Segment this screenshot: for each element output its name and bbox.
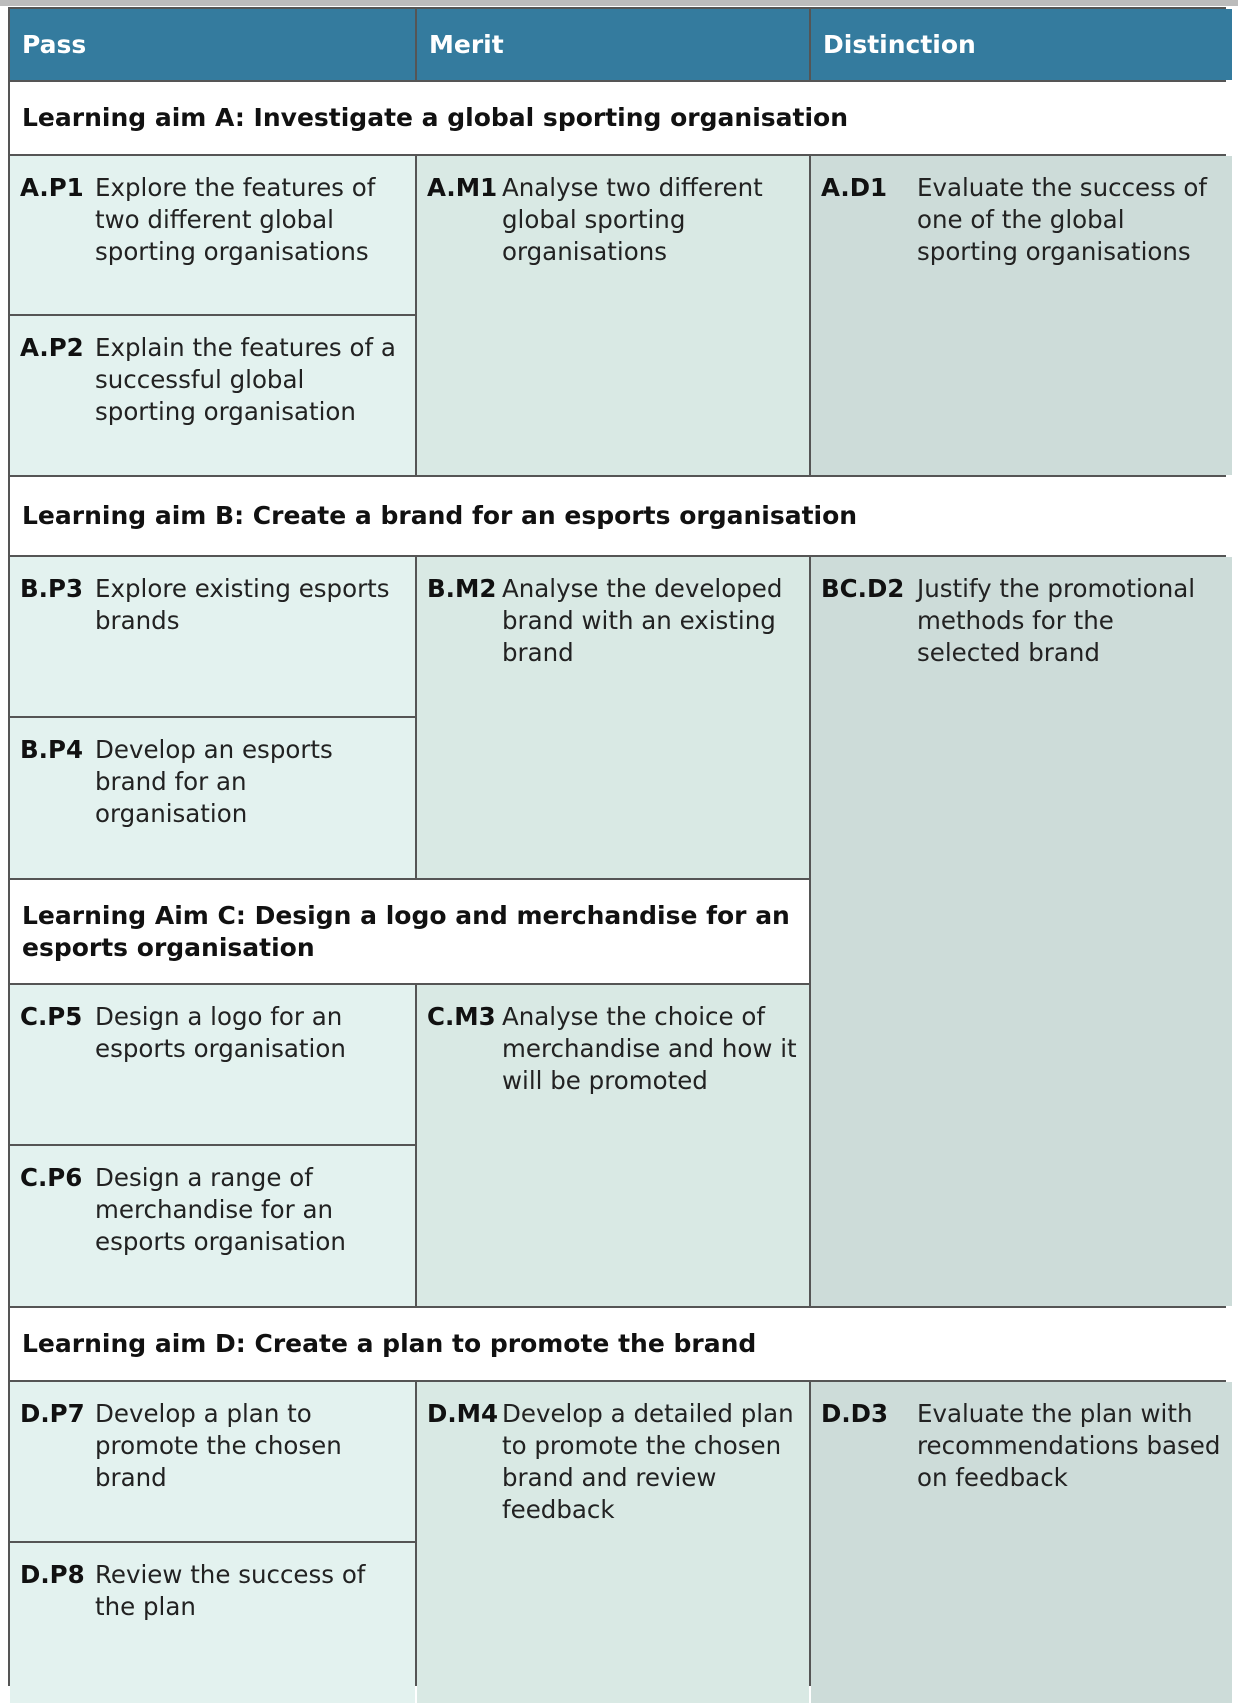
criterion-ap2	[10, 316, 415, 475]
criterion-text: Explore existing esports brands	[95, 574, 390, 635]
criterion-code: D.P7	[20, 1399, 85, 1428]
criterion-cm3	[417, 985, 809, 1306]
criterion-text: Design a logo for an esports organisation	[95, 1002, 346, 1063]
header-merit: Merit	[417, 9, 809, 80]
criterion-code: D.P8	[20, 1560, 85, 1589]
criterion-code: C.P5	[20, 1002, 83, 1031]
criterion-code: C.M3	[427, 1002, 496, 1031]
criterion-text: Explain the features of a successful global sporting organisation	[95, 333, 396, 426]
criterion-text: Review the success of the plan	[95, 1560, 366, 1621]
criterion-text: Develop a plan to promote the chosen brand	[95, 1399, 342, 1492]
criterion-code: A.M1	[427, 173, 498, 202]
criterion-code: B.P3	[20, 574, 83, 603]
criterion-cp5	[10, 985, 415, 1144]
criterion-bcd2	[811, 557, 1232, 1306]
criterion-ad1	[811, 156, 1232, 475]
criterion-text: Justify the promotional methods for the selected brand	[917, 574, 1196, 667]
criterion-text: Design a range of merchandise for an esports organisation	[95, 1163, 346, 1256]
criterion-text: Develop an esports brand for an organisation	[95, 735, 333, 828]
header-distinction: Distinction	[811, 9, 1232, 80]
criterion-code: D.D3	[821, 1399, 889, 1428]
criterion-code: A.D1	[821, 173, 888, 202]
criterion-code: B.M2	[427, 574, 497, 603]
criterion-bp3	[10, 557, 415, 716]
criterion-bm2	[417, 557, 809, 878]
header-pass: Pass	[10, 9, 415, 80]
criterion-code: BC.D2	[821, 574, 905, 603]
learning-aim-c: Learning Aim C: Design a logo and merchandise for an esports organisation	[10, 880, 809, 983]
criterion-text: Analyse the developed brand with an existing brand	[502, 574, 783, 667]
criterion-text: Explore the features of two different global sporting organisations	[95, 173, 376, 266]
criterion-code: D.M4	[427, 1399, 499, 1428]
criterion-cp6	[10, 1146, 415, 1306]
criterion-dd3	[811, 1382, 1232, 1703]
top-border	[0, 0, 1238, 6]
learning-aim-d: Learning aim D: Create a plan to promote the brand	[10, 1308, 1232, 1380]
criterion-dm4	[417, 1382, 809, 1703]
criterion-text: Evaluate the success of one of the global sporting organisations	[917, 173, 1208, 266]
criterion-text: Analyse the choice of merchandise and how it will be promoted	[502, 1002, 797, 1095]
criterion-text: Evaluate the plan with recommendations based on feedback	[917, 1399, 1221, 1492]
criterion-text: Analyse two different global sporting organisations	[502, 173, 763, 266]
criterion-dp7	[10, 1382, 415, 1541]
criterion-text: Develop a detailed plan to promote the chosen brand and review feedback	[502, 1399, 794, 1524]
criterion-code: A.P1	[20, 173, 84, 202]
criterion-code: C.P6	[20, 1163, 83, 1192]
criterion-dp8	[10, 1543, 415, 1703]
criteria-table	[8, 7, 1226, 1686]
criterion-am1	[417, 156, 809, 475]
criterion-code: B.P4	[20, 735, 83, 764]
learning-aim-a: Learning aim A: Investigate a global sporting organisation	[10, 82, 1232, 154]
criterion-bp4	[10, 718, 415, 878]
criterion-ap1	[10, 156, 415, 314]
learning-aim-b: Learning aim B: Create a brand for an esports organisation	[10, 477, 1232, 555]
criterion-code: A.P2	[20, 333, 84, 362]
